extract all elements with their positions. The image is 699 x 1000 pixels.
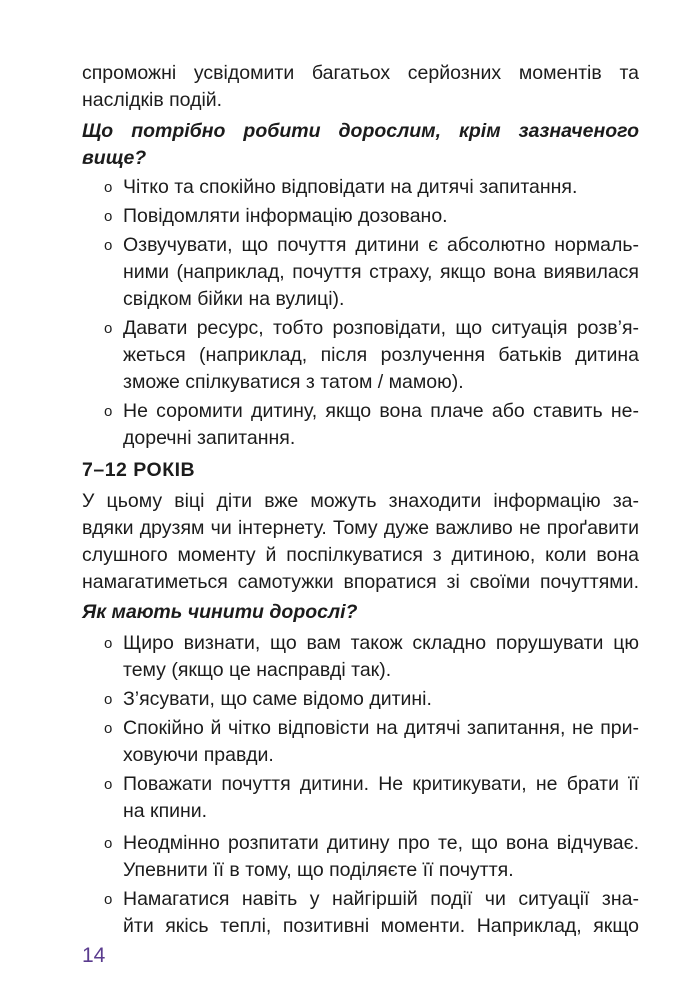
list-item-continuation: свідком бійки на вулиці). — [123, 288, 345, 310]
list-item: Повідомляти інформацію дозовано. — [123, 205, 448, 227]
bullet-marker: o — [104, 179, 113, 196]
list-item: Давати ресурс, тобто розповідати, що ситуація розв’я- — [123, 317, 639, 339]
section-heading: 7–12 РОКІВ — [82, 459, 196, 481]
question-heading: Що потрібно робити дорослим, крім зазначеного — [82, 120, 639, 142]
bullet-marker: o — [104, 776, 113, 793]
list-item-continuation: жеться (наприклад, після розлучення батьків дитина — [123, 344, 639, 366]
list-item-continuation: на кпини. — [123, 800, 208, 822]
bullet-marker: o — [104, 208, 113, 225]
list-item-continuation: доречні запитання. — [123, 427, 296, 449]
list-item: Озвучувати, що почуття дитини є абсолютно нормаль- — [123, 234, 639, 256]
list-item: Неодмінно розпитати дитину про те, що вона відчуває. — [123, 832, 639, 854]
list-item-continuation: зможе спілкуватися з татом / мамою). — [123, 371, 464, 393]
paragraph-line: вдяки друзям чи інтернету. Тому дуже важливо не проґавити — [82, 517, 639, 539]
bullet-marker: o — [104, 237, 113, 254]
paragraph-line: слушного моменту й поспілкуватися з дитиною, коли вона — [82, 544, 639, 566]
list-item: Поважати почуття дитини. Не критикувати, не брати її — [123, 773, 639, 795]
question-heading: вище? — [82, 147, 147, 169]
list-item: Чітко та спокійно відповідати на дитячі запитання. — [123, 176, 578, 198]
list-item: З’ясувати, що саме відомо дитині. — [123, 688, 432, 710]
intro-line: спроможні усвідомити багатьох серйозних моментів та — [82, 62, 639, 84]
bullet-marker: o — [104, 891, 113, 908]
question-heading: Як мають чинити дорослі? — [82, 601, 358, 623]
bullet-marker: o — [104, 403, 113, 420]
list-item-continuation: ними (наприклад, почуття страху, якщо вона виявилася — [123, 261, 639, 283]
list-item: Щиро визнати, що вам також складно порушувати цю — [123, 632, 639, 654]
bullet-marker: o — [104, 720, 113, 737]
paragraph-line: У цьому віці діти вже можуть знаходити інформацію за- — [82, 490, 639, 512]
list-item: Намагатися навіть у найгіршій події чи ситуації зна- — [123, 888, 639, 910]
paragraph-line: намагатиметься самотужки впоратися зі своїми почуттями. — [82, 571, 639, 593]
bullet-marker: o — [104, 691, 113, 708]
bullet-marker: o — [104, 635, 113, 652]
bullet-marker: o — [104, 320, 113, 337]
list-item-continuation: ховуючи правди. — [123, 744, 274, 766]
list-item-continuation: Упевнити її в тому, що поділяєте її почуття. — [123, 859, 514, 881]
bullet-marker: o — [104, 835, 113, 852]
list-item-continuation: йти якісь теплі, позитивні моменти. Наприклад, якщо — [123, 915, 639, 937]
page-number: 14 — [82, 944, 106, 967]
list-item-continuation: тему (якщо це насправді так). — [123, 659, 392, 681]
list-item: Спокійно й чітко відповісти на дитячі запитання, не при- — [123, 717, 639, 739]
list-item: Не соромити дитину, якщо вона плаче або ставить не- — [123, 400, 639, 422]
intro-line: наслідків подій. — [82, 89, 223, 111]
